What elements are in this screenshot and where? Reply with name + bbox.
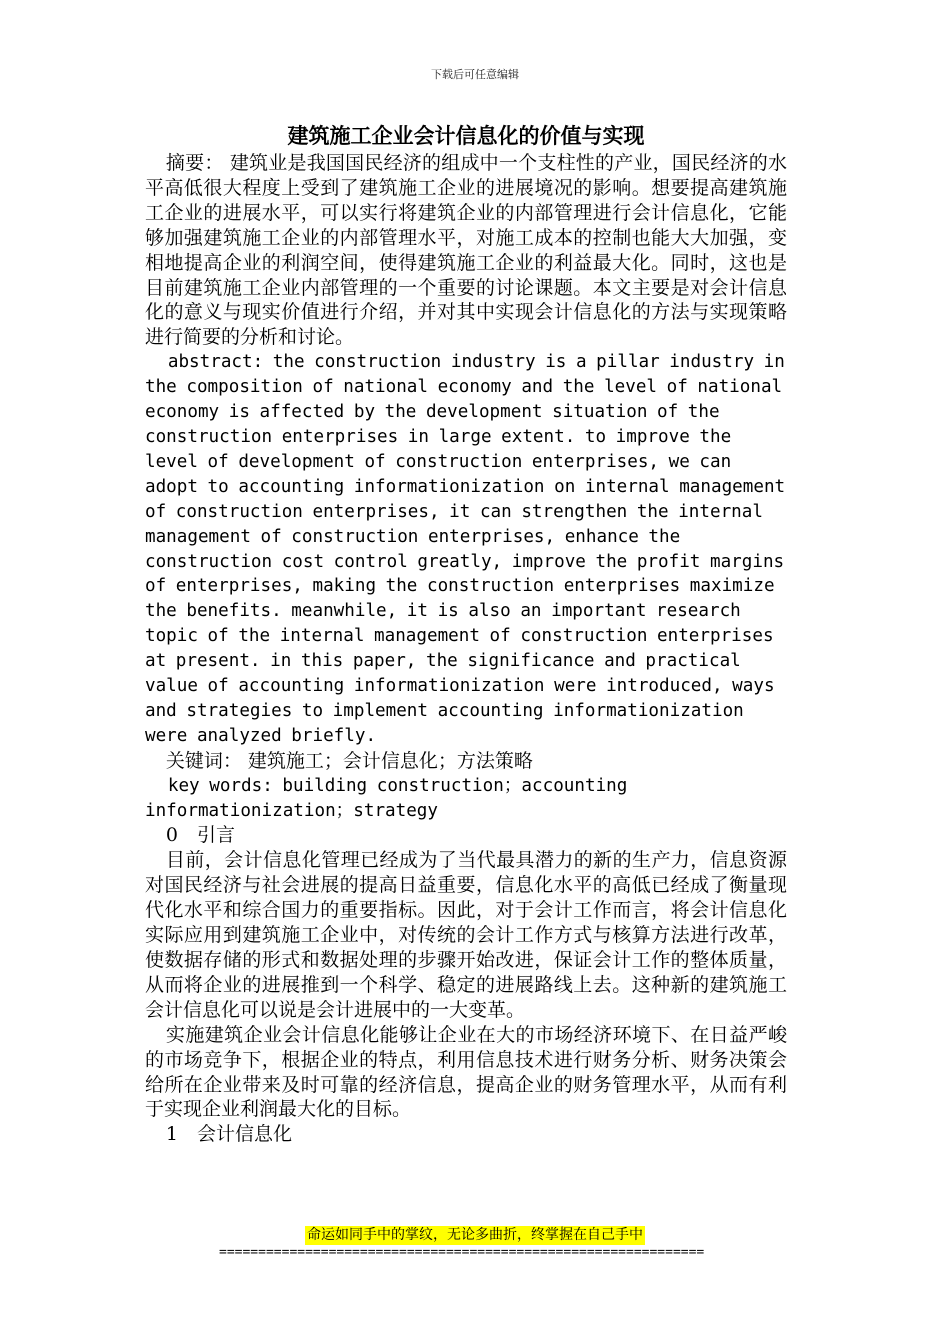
section-0-heading: 0 引言 (165, 824, 235, 847)
abstract-chinese: 摘要： 建筑业是我国国民经济的组成中一个支柱性的产业，国民经济的水平高低很大程度上受到了建筑施工企业的进展境况的影响。想要提高建筑施工企业的进展水平，可以实行将建筑企业的内部管理进行会计信息化，它能够加强建筑施工企业的内部管理水平，对施工成本的控制也能大大加强，变相地提高企业的利润空间，使得建筑施工企业的利益最大化。同时，这也是目前建筑施工企业内部管理的一个重要的讨论课题。本文主要是对会计信息化的意义与现实价值进行介绍，并对其中实现会计信息化的方法与实现策略进行简要的分析和讨论。 (145, 152, 787, 349)
section-1-heading: 1 会计信息化 (165, 1123, 292, 1146)
page-footer (0, 1226, 950, 1245)
intro-paragraph-1: 目前，会计信息化管理已经成为了当代最具潜力的新的生产力，信息资源对国民经济与社会进展的提高日益重要，信息化水平的高低已经成了衡量现代化水平和综合国力的重要指标。因此，对于会计工作而言，将会计信息化实际应用到建筑施工企业中，对传统的会计工作方式与核算方法进行改革，使数据存储的形式和数据处理的步骤开始改进，保证会计工作的整体质量，从而将企业的进展推到一个科学、稳定的进展路线上去。这种新的建筑施工会计信息化可以说是会计进展中的一大变革。 (145, 849, 787, 1021)
footer-motto: 命运如同手中的掌纹，无论多曲折，终掌握在自己手中 (307, 1227, 643, 1243)
abstract-english: abstract: the construction industry is a pillar industry in the composition of national economy and the level of national economy is affected by the development situation of the construction enterprises in large extent. to improve the level of development of construction enterprises, we can adopt to accounting informationization on internal management of construction enterprises, it can strengthen the internal management of construction enterprises, enhance the construction cost control greatly, improve the profit margins of enterprises, making the construction enterprises maximize the benefits. meanwhile, it is also an important research topic of the internal management of construction enterprises at present. in this paper, the significance and practical value of accounting informationization were introduced, ways and strategies to implement accounting informationization were analyzed briefly. (145, 352, 786, 746)
intro-paragraph-2: 实施建筑企业会计信息化能够让企业在大的市场经济环境下、在日益严峻的市场竞争下，根据企业的特点，利用信息技术进行财务分析、财务决策会给所在企业带来及时可靠的经济信息，提高企业的财务管理水平，从而有利于实现企业利润最大化的目标。 (145, 1023, 787, 1121)
keywords-english: key words: building construction；accounting informationization；strategy (145, 775, 628, 821)
page-header-note: 下载后可任意编辑 (431, 68, 519, 81)
document-title: 建筑施工企业会计信息化的价值与实现 (287, 123, 645, 148)
footer-rule: ============================================================== (219, 1245, 705, 1260)
keywords-chinese: 关键词： 建筑施工；会计信息化；方法策略 (165, 749, 533, 772)
document-body (145, 120, 787, 1147)
